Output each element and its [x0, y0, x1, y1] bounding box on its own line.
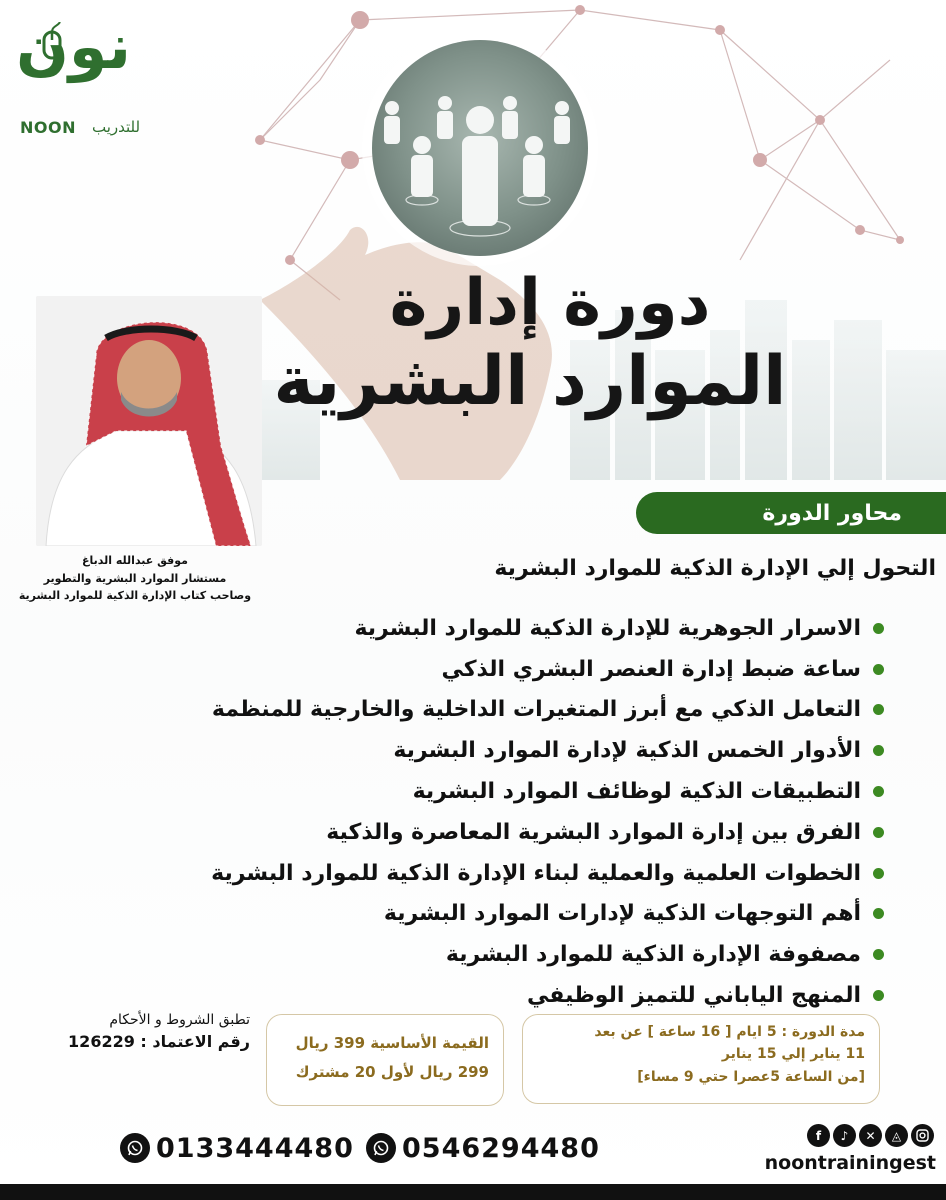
- course-intro-line: التحول إلي الإدارة الذكية للموارد البشرية: [494, 556, 936, 581]
- course-hours: [من الساعة 5عصرا حتي 9 مساء]: [637, 1068, 865, 1085]
- list-item: ساعة ضبط إدارة العنصر البشري الذكي: [86, 649, 886, 690]
- phone-number-2[interactable]: 0546294480: [366, 1130, 600, 1166]
- whatsapp-icon: [120, 1133, 150, 1163]
- course-duration: مدة الدورة : 5 ايام [ 16 ساعة ] عن بعد: [594, 1024, 865, 1040]
- list-item: مصفوفة الإدارة الذكية للموارد البشرية: [86, 934, 886, 975]
- course-title-line-2: الموارد البشرية: [273, 342, 787, 421]
- list-item: التطبيقات الذكية لوظائف الموارد البشرية: [86, 771, 886, 812]
- base-price: القيمة الأساسية 399 ريال: [295, 1034, 489, 1052]
- accreditation-number: رقم الاعتماد : 126229: [68, 1032, 250, 1051]
- logo-subtitle: للتدريب: [92, 118, 141, 136]
- whatsapp-icon: [366, 1133, 396, 1163]
- price-box: [266, 1014, 504, 1106]
- course-dates: 11 يناير إلي 15 يناير: [721, 1046, 865, 1063]
- presenter-name: موفق عبدالله الدباغ: [82, 554, 188, 567]
- social-handle[interactable]: noontrainingest: [764, 1152, 936, 1174]
- early-price: 299 ريال لأول 20 مشترك: [295, 1062, 489, 1081]
- logo-english-text: NOON: [20, 118, 76, 137]
- bullet-dot-icon: [873, 827, 884, 838]
- bullet-dot-icon: [873, 908, 884, 919]
- bullet-dot-icon: [873, 949, 884, 960]
- course-title-line-1: دورة إدارة: [389, 266, 711, 340]
- x-icon[interactable]: ✕: [859, 1124, 882, 1147]
- presenter-book: وصاحب كتاب الإدارة الذكية للموارد البشرية: [18, 589, 252, 602]
- list-item: الخطوات العلمية والعملية لبناء الإدارة الذكية للموارد البشرية: [86, 853, 886, 894]
- presenter-role: مستشار الموارد البشرية والتطوير: [43, 572, 227, 585]
- bottom-bar: [0, 1184, 946, 1200]
- schedule-box: [522, 1014, 880, 1104]
- hero-network-illustration: [200, 0, 946, 520]
- bullet-dot-icon: [873, 704, 884, 715]
- bullet-dot-icon: [873, 990, 884, 1001]
- logo-arabic-text: نون: [16, 10, 132, 83]
- bullet-dot-icon: [873, 664, 884, 675]
- course-topics-list: [86, 608, 886, 1016]
- bullet-dot-icon: [873, 623, 884, 634]
- list-item: الاسرار الجوهرية للإدارة الذكية للموارد البشرية: [86, 608, 886, 649]
- facebook-icon[interactable]: f: [807, 1124, 830, 1147]
- bullet-dot-icon: [873, 868, 884, 879]
- presenter-illustration: [36, 296, 262, 546]
- bullet-dot-icon: [873, 745, 884, 756]
- instagram-icon[interactable]: [911, 1124, 934, 1147]
- social-icons-row: [758, 1124, 934, 1150]
- snapchat-icon[interactable]: ◬: [885, 1124, 908, 1147]
- list-item: المنهج الياباني للتميز الوظيفي: [86, 975, 886, 1016]
- list-item: الأدوار الخمس الذكية لإدارة الموارد البشرية: [86, 730, 886, 771]
- list-item: الفرق بين إدارة الموارد البشرية المعاصرة والذكية: [86, 812, 886, 853]
- list-item: التعامل الذكي مع أبرز المتغيرات الداخلية والخارجية للمنظمة: [86, 690, 886, 731]
- course-topics-header: محاور الدورة: [636, 492, 946, 534]
- terms-conditions: تطبق الشروط و الأحكام: [109, 1012, 250, 1028]
- presenter-photo: [36, 296, 262, 546]
- list-item: أهم التوجهات الذكية لإدارات الموارد البشرية: [86, 894, 886, 935]
- tiktok-icon[interactable]: ♪: [833, 1124, 856, 1147]
- bullet-dot-icon: [873, 786, 884, 797]
- phone-number-1[interactable]: 0133444480: [120, 1130, 354, 1166]
